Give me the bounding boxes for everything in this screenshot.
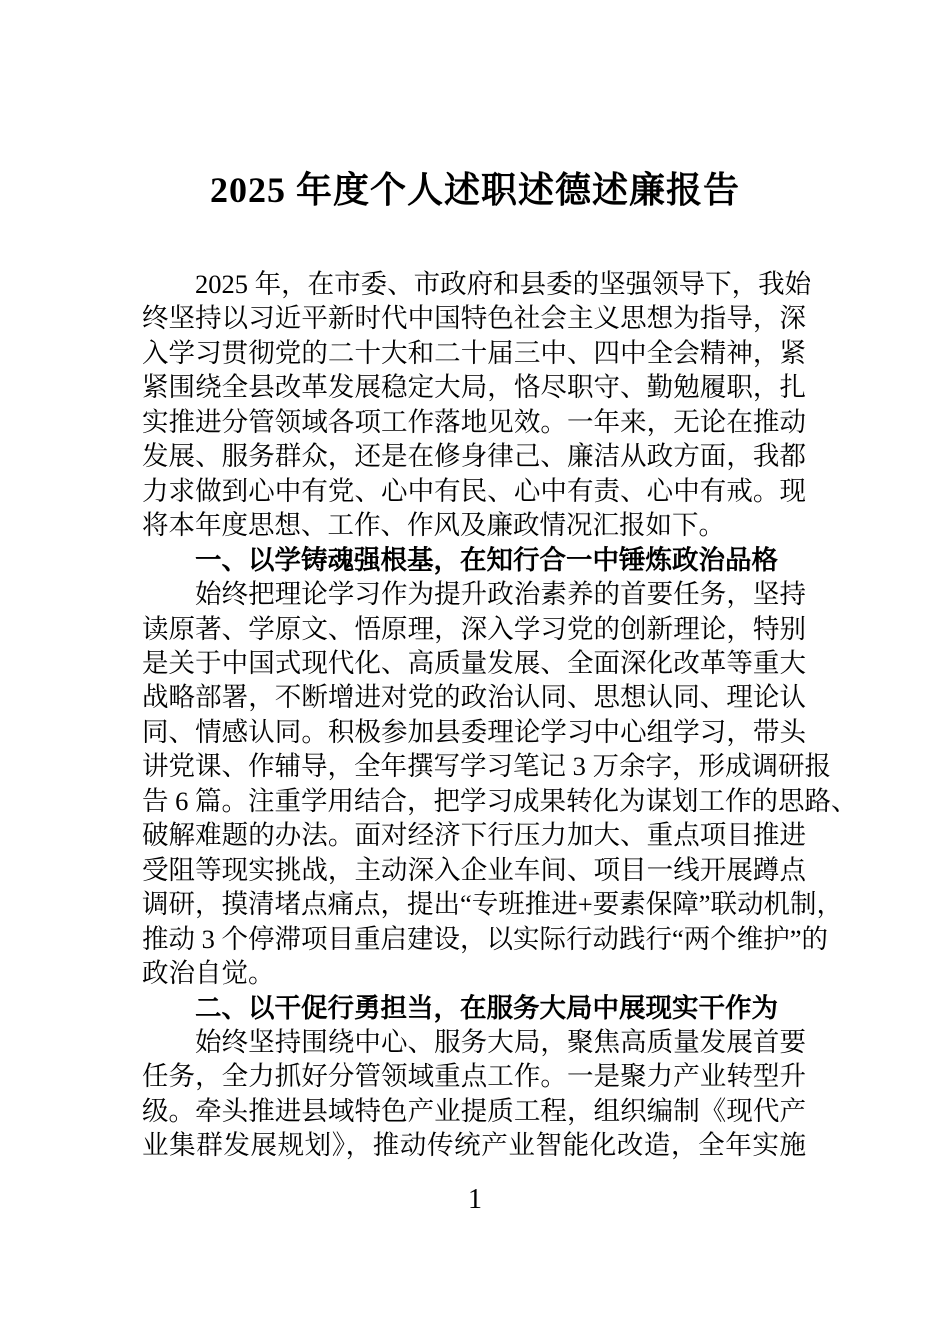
text-line: 讲党课、作辅导，全年撰写学习笔记 3 万余字，形成调研报 — [142, 751, 831, 782]
text-line: 受阻等现实挑战，主动深入企业车间、项目一线开展蹲点 — [142, 854, 806, 885]
text-line: 终坚持以习近平新时代中国特色社会主义思想为指导，深 — [142, 303, 806, 334]
text-line: 始终把理论学习作为提升政治素养的首要任务，坚持 — [195, 579, 806, 610]
text-line: 将本年度思想、工作、作风及廉政情况汇报如下。 — [142, 510, 725, 541]
text-line: 告 6 篇。注重学用结合，把学习成果转化为谋划工作的思路、 — [142, 785, 858, 816]
text-line: 2025 年，在市委、市政府和县委的坚强领导下，我始 — [195, 269, 812, 299]
body-paragraph — [142, 1025, 806, 1163]
text-line: 推动 3 个停滞项目重启建设，以实际行动践行“两个维护”的 — [142, 923, 829, 954]
section-heading — [142, 991, 806, 1025]
page-number: 1 — [468, 1184, 482, 1215]
text-line: 入学习贯彻党的二十大和二十届三中、四中全会精神，紧 — [142, 337, 806, 368]
text-line: 是关于中国式现代化、高质量发展、全面深化改革等重大 — [142, 647, 806, 678]
text-line: 一、以学铸魂强根基，在知行合一中锤炼政治品格 — [195, 544, 778, 575]
text-line: 发展、服务群众，还是在修身律己、廉洁从政方面，我都 — [142, 441, 806, 472]
document-title: 2025 年度个人述职述德述廉报告 — [209, 170, 740, 210]
text-line: 业集群发展规划》，推动传统产业智能化改造，全年实施 — [142, 1130, 806, 1161]
text-line: 同、情感认同。积极参加县委理论学习中心组学习，带头 — [142, 716, 806, 747]
body-paragraph — [142, 577, 858, 990]
section-heading — [142, 543, 806, 577]
text-line: 调研，摸清堵点痛点，提出“专班推进+要素保障”联动机制， — [142, 889, 843, 920]
text-line: 读原著、学原文、悟原理，深入学习党的创新理论，特别 — [142, 613, 806, 644]
text-line: 级。牵头推进县域特色产业提质工程，组织编制《现代产 — [142, 1095, 806, 1126]
text-line: 实推进分管领域各项工作落地见效。一年来，无论在推动 — [142, 406, 806, 437]
text-line: 任务，全力抓好分管领域重点工作。一是聚力产业转型升 — [142, 1061, 806, 1092]
text-line: 力求做到心中有党、心中有民、心中有责、心中有戒。现 — [142, 475, 806, 506]
text-line: 二、以干促行勇担当，在服务大局中展现实干作为 — [195, 992, 778, 1023]
document-body — [142, 267, 858, 1163]
text-line: 始终坚持围绕中心、服务大局，聚焦高质量发展首要 — [195, 1026, 806, 1057]
text-line: 紧围绕全县改革发展稳定大局，恪尽职守、勤勉履职，扎 — [142, 372, 806, 403]
body-paragraph — [142, 267, 812, 543]
text-line: 战略部署，不断增进对党的政治认同、思想认同、理论认 — [142, 682, 806, 713]
text-line: 破解难题的办法。面对经济下行压力加大、重点项目推进 — [142, 820, 806, 851]
text-line: 政治自觉。 — [142, 958, 275, 989]
